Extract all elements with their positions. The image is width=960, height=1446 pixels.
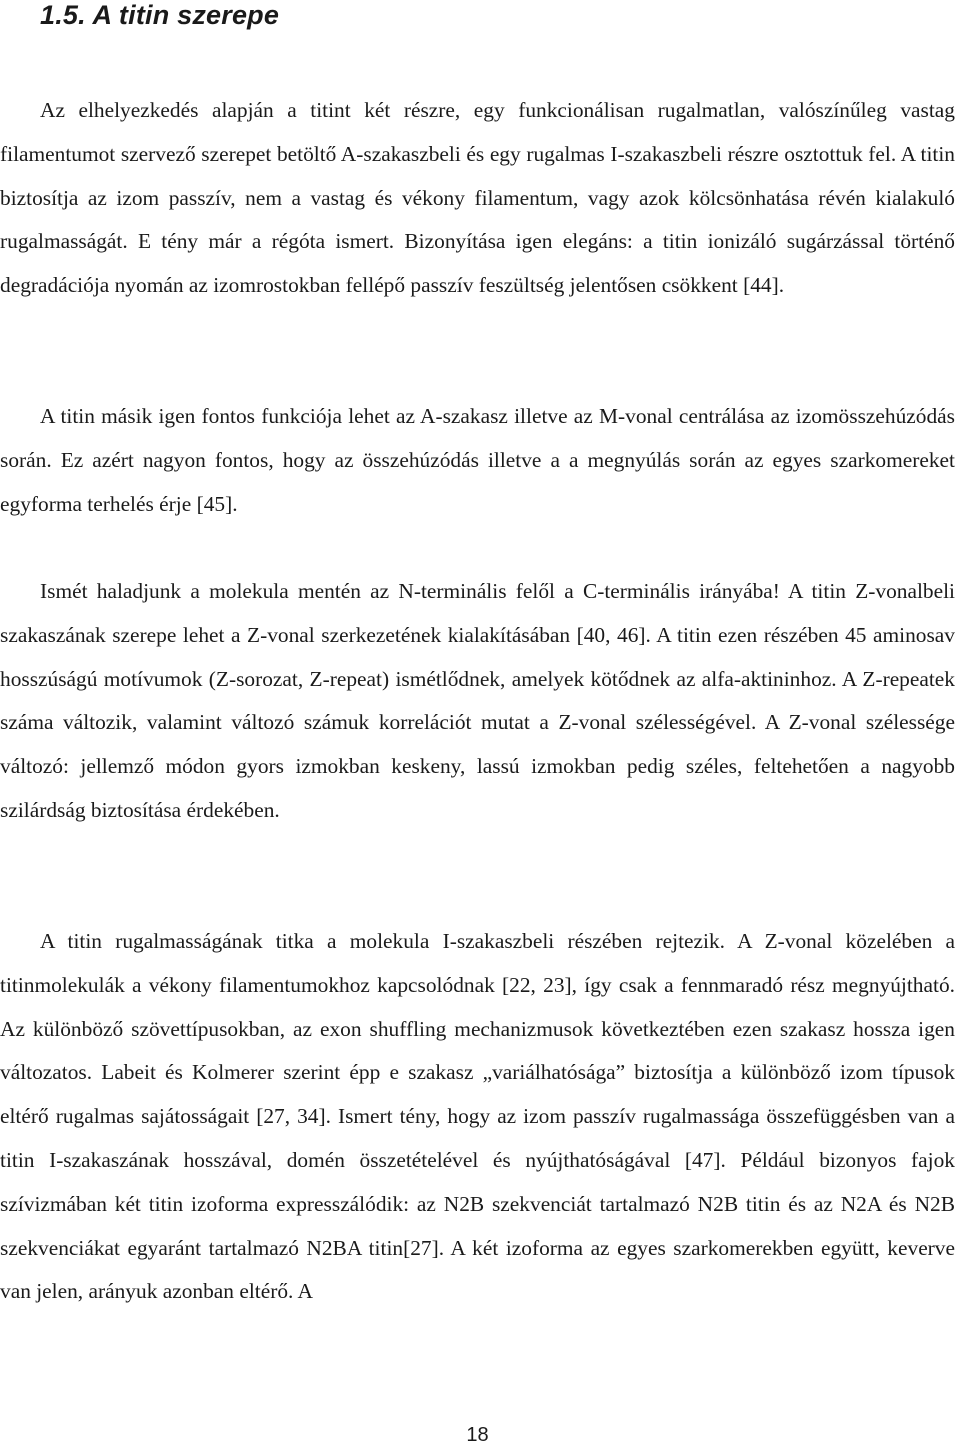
paragraph-a-band-centering: A titin másik igen fontos funkciója lehet az A-szakasz illetve az M-vonal centrálása az izomösszehúzódás során. Ez azért nagyon fontos, hogy az összehúzódás illetve a a megnyúlás során az egyes szarkomereket egyforma terhelés érje [45]. — [0, 404, 955, 516]
paragraph-titin-elasticity: Az elhelyezkedés alapján a titint két részre, egy funkcionálisan rugalmatlan, valószínűleg vastag filamentumot szervező szerepet betöltő A-szakaszbeli és egy rugalmas I-szakaszbeli részre osztottuk fel. A titin biztosítja az izom passzív, nem a vastag és vékony filamentum, vagy azok kölcsönhatása révén kialakuló rugalmasságát. E tény már a régóta ismert. Bizonyítása igen elegáns: a titin ionizáló sugárzással történő degradációja nyomán az izomrostokban fellépő passzív feszültség jelentősen csökkent [44]. — [0, 98, 955, 298]
page-number: 18 — [466, 1424, 489, 1446]
paragraph-z-line-role: Ismét haladjunk a molekula mentén az N-terminális felől a C-terminális irányába! A titin Z-vonalbeli szakaszának szerepe lehet a Z-vonal szerkezetének kialakításában [40, 46]. A titin ezen részében 45 aminosav hosszúságú motívumok (Z-sorozat, Z-repeat) ismétlődnek, amelyek kötődnek az alfa-aktininhoz. A Z-repeatek száma változik, valamint változó számuk korrelációt mutat a Z-vonal szélességével. A Z-vonal szélessége változó: jellemző módon gyors izmokban keskeny, lassú izmokban pedig széles, feltehetően a nagyobb szilárdság biztosítása érdekében. — [0, 579, 955, 822]
paragraph-i-band-elasticity: A titin rugalmasságának titka a molekula I-szakaszbeli részében rejtezik. A Z-vonal közelében a titinmolekulák a vékony filamentumokhoz kapcsolódnak [22, 23], így csak a fennmaradó rész megnyújtható. Az különböző szövettípusokban, az exon shuffling mechanizmusok következtében ezen szakasz hossza igen változatos. Labeit és Kolmerer szerint épp e szakasz „variálhatósága” biztosítja a különböző izom típusok eltérő rugalmas sajátosságait [27, 34]. Ismert tény, hogy az izom passzív rugalmassága összefüggésben van a titin I-szakaszának hosszával, domén összetételével és nyújthatóságával [47]. Például bizonyos fajok szívizmában két titin izoforma expresszálódik: az N2B szekvenciát tartalmazó N2B titin és az N2A és N2B szekvenciákat egyaránt tartalmazó N2BA titin[27]. A két izoforma az egyes szarkomerekben együtt, keverve van jelen, arányuk azonban eltérő. A — [0, 929, 955, 1304]
section-heading: 1.5. A titin szerepe — [40, 0, 280, 30]
